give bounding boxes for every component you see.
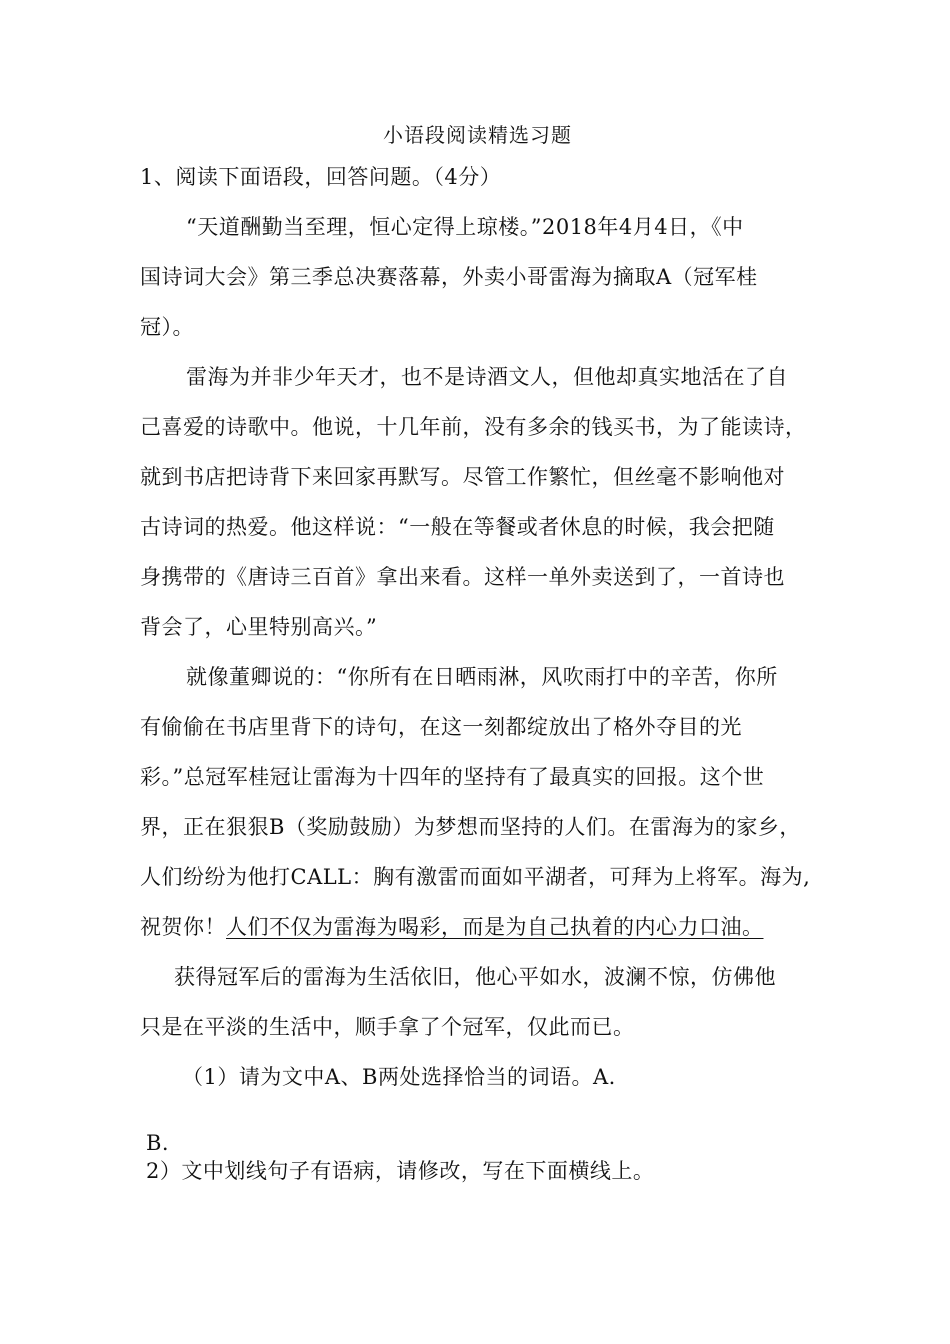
paragraph2-line5: 身携带的《唐诗三百首》拿出来看。这样一单外卖送到了，一首诗也 (140, 565, 785, 589)
paragraph3-line5: 人们纷纷为他打CALL：胸有激雷而面如平湖者，可拜为上将军。海为, (140, 865, 811, 889)
paragraph3-line6 (140, 912, 764, 942)
paragraph1-line2: 国诗词大会》第三季总决赛落幕，外卖小哥雷海为摘取A（冠军桂 (140, 265, 758, 289)
paragraph4-line1: 获得冠军后的雷海为生活依旧，他心平如水，波澜不惊，仿佛他 (174, 965, 776, 989)
paragraph3-line1: 就像董卿说的：“你所有在日晒雨淋，风吹雨打中的辛苦，你所 (186, 665, 778, 689)
sub-question-1: （1）请为文中A、B两处选择恰当的词语。A. (182, 1065, 616, 1089)
paragraph2-line3: 就到书店把诗背下来回家再默写。尽管工作繁忙，但丝毫不影响他对 (140, 465, 785, 489)
paragraph2-line6: 背会了，心里特别高兴。” (140, 615, 378, 639)
paragraph2-line1: 雷海为并非少年天才，也不是诗酒文人，但他却真实地活在了自 (186, 365, 788, 389)
answer-b-label: B. (146, 1131, 170, 1155)
document-title: 小语段阅读精选习题 (383, 123, 572, 147)
paragraph3-line2: 有偷偷在书店里背下的诗句，在这一刻都绽放出了格外夺目的光 (140, 715, 742, 739)
question1-heading: 1、阅读下面语段，回答问题。（4分） (140, 165, 502, 189)
paragraph1-line1: “天道酬勤当至理，恒心定得上琼楼。”2018年4月4日，《中 (186, 215, 744, 239)
paragraph3-line6-prefix: 祝贺你！ (140, 915, 226, 939)
sub-question-2: 2）文中划线句子有语病，请修改，写在下面横线上。 (146, 1159, 655, 1183)
paragraph2-line2: 己喜爱的诗歌中。他说，十几年前，没有多余的钱买书，为了能读诗， (140, 415, 807, 439)
paragraph3-line3: 彩。”总冠军桂冠让雷海为十四年的坚持有了最真实的回报。这个世 (140, 765, 765, 789)
paragraph3-line4: 界，正在狠狠B（奖励鼓励）为梦想而坚持的人们。在雷海为的家乡， (140, 815, 801, 839)
paragraph2-line4: 古诗词的热爱。他这样说：“一般在等餐或者休息的时候，我会把随 (140, 515, 775, 539)
paragraph4-line2: 只是在平淡的生活中，顺手拿了个冠军，仅此而已。 (140, 1015, 635, 1039)
paragraph1-line3: 冠）。 (140, 315, 194, 339)
underlined-sentence: 人们不仅为雷海为喝彩，而是为自己执着的内心力口油。 (226, 915, 764, 939)
